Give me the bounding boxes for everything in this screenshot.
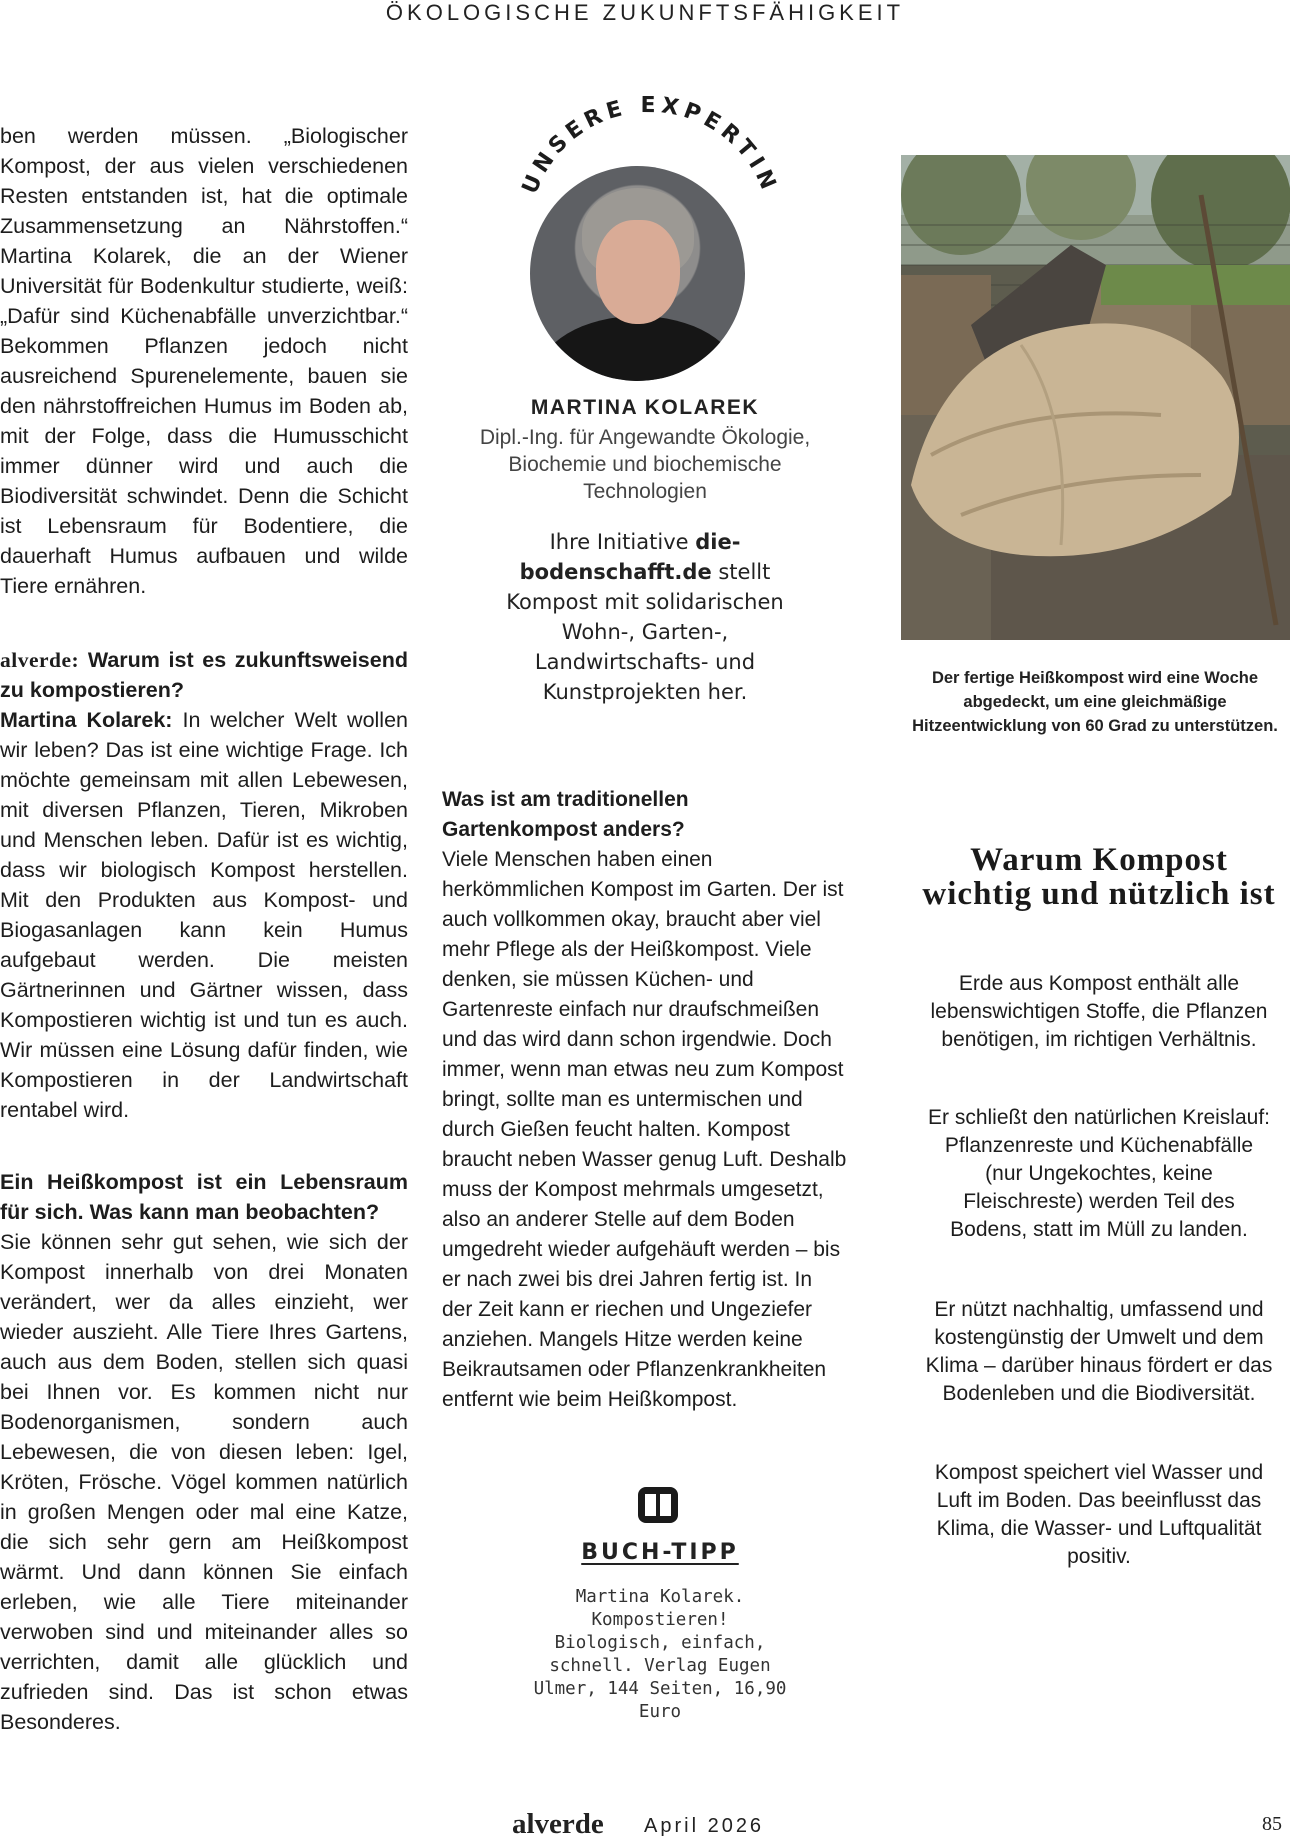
expert-name: MARTINA KOLAREK <box>530 396 760 419</box>
answer-1 <box>0 705 408 1125</box>
answer-speaker: Martina Kolarek: <box>0 708 173 732</box>
compost-photo <box>901 155 1290 640</box>
footer-date: April 2026 <box>644 1815 765 1837</box>
book-tip-label: BUCH-TIPP <box>581 1540 739 1565</box>
book-icon <box>636 1485 680 1525</box>
expert-title: Dipl.-Ing. für Angewandte Ökologie, Biochemie und biochemische Technologien <box>479 426 811 503</box>
answer-3: Viele Menschen haben einen herkömmlichen Kompost im Garten. Der ist auch vollkommen okay, braucht aber viel mehr Pflege als der Heißkompost. Viele denken, sie müssen Küchen- und Gartenreste einfach nur draufschmeißen und das wird dann schon irgendwie. Doch immer, wenn man etwas neu zum Kompost bringt, sollte man es untermischen und durch Gießen feucht halten. Kompost braucht neben Wasser genug Luft. Deshalb muss der Kompost mehrmals umgesetzt, also an anderer Stelle auf dem Boden umgedreht wieder aufgehäuft werden – bis er nach zwei bis drei Jahren fertig ist. In der Zeit kann er riechen und Ungeziefer anziehen. Mangels Hitze werden keine Beikrautsamen oder Pflanzenkrankheiten entfernt wie beim Heißkompost. <box>442 848 847 1411</box>
box-paragraph-1: Erde aus Kompost enthält alle lebenswichtigen Stoffe, die Pflanzen benötigen, im richtigen Verhältnis. <box>930 972 1268 1051</box>
middle-column <box>442 785 847 1415</box>
photo-caption: Der fertige Heißkompost wird eine Woche abgedeckt, um eine gleichmäßige Hitzeentwicklung von 60 Grad zu unterstützen. <box>912 669 1278 735</box>
question-1 <box>0 645 408 705</box>
box-title: Warum Kompost wichtig und nützlich ist <box>922 842 1276 912</box>
running-head: ÖKOLOGISCHE ZUKUNFTSFÄHIGKEIT <box>385 0 905 25</box>
expert-arc-text: UNSERE EXPERTIN <box>517 92 783 198</box>
answer-1-text: In welcher Welt wollen wir leben? Das ist eine wichtige Frage. Ich möchte gemeinsam mit allen Lebewesen, mit diversen Pflanzen, Tieren, Mikroben und Menschen leben. Dafür ist es wichtig, dass wir biologisch Kompost herstellen. Mit den Produkten aus Kompost- und Biogasanlagen kann kein Humus aufgebaut werden. Die meisten Gärtnerinnen und Gärtner wissen, dass Kompostieren wichtig ist und tun es auch. Wir müssen eine Lösung dafür finden, wie Kompostieren in der Landwirtschaft rentabel wird. <box>0 708 408 1122</box>
expert-initiative <box>480 527 810 707</box>
question-brand: alverde: <box>0 648 80 672</box>
left-column <box>0 121 408 1737</box>
box-paragraph-3: Er nützt nachhaltig, umfassend und kostengünstig der Umwelt und dem Klima – darüber hinaus fördert er das Bodenleben und die Biodiversität. <box>925 1298 1273 1405</box>
initiative-pre: Ihre Initiative <box>549 530 696 554</box>
book-tip-text: Martina Kolarek. Kompostieren! Biologisch, einfach, schnell. Verlag Eugen Ulmer, 144 Seiten, 16,90 Euro <box>533 1587 787 1722</box>
expert-portrait <box>530 166 745 381</box>
initiative-post: stellt Kompost mit solidarischen Wohn-, Garten-, Landwirtschafts- und Kunstprojekten her. <box>506 560 784 704</box>
question-2: Ein Heißkompost ist ein Lebensraum für sich. Was kann man beobachten? <box>0 1170 408 1224</box>
initiative-link[interactable]: die-bodenschafft.de <box>519 530 741 584</box>
footer-brand: alverde <box>512 1808 604 1840</box>
box-paragraph-2: Er schließt den natürlichen Kreislauf: Pflanzenreste und Küchenabfälle (nur Ungekochtes, keine Fleischreste) werden Teil des Bodens, statt im Müll zu landen. <box>928 1106 1270 1241</box>
box-paragraph-4: Kompost speichert viel Wasser und Luft im Boden. Das beeinflusst das Klima, die Wasser- und Luftqualität positiv. <box>934 1461 1264 1568</box>
question-3: Was ist am traditionellen Gartenkompost anders? <box>442 788 689 841</box>
page-number: 85 <box>1262 1813 1282 1835</box>
intro-paragraph: ben werden müssen. „Biologischer Kompost, der aus vielen verschiedenen Resten entstanden ist, hat die optimale Zusammensetzung an Nährstoffen.“ Martina Kolarek, die an der Wiener Universität für Bodenkultur studierte, weiß: „Dafür sind Küchenabfälle unverzichtbar.“ Bekommen Pflanzen jedoch nicht ausreichend Spurenelemente, bauen sie den nährstoffreichen Humus im Boden ab, mit der Folge, dass die Humusschicht immer dünner wird und auch die Biodiversität schwindet. Denn die Schicht ist Lebensraum für Bodentiere, die dauerhaft Humus aufbauen und wilde Tiere ernähren. <box>0 124 408 598</box>
answer-2: Sie können sehr gut sehen, wie sich der Kompost innerhalb von drei Monaten verändert, wer da alles einzieht, wer wieder auszieht. Alle Tiere Ihres Gartens, auch aus dem Boden, stellen sich quasi bei Ihnen vor. Es kommen nicht nur Bodenorganismen, sondern auch Lebewesen, die von diesen leben: Igel, Kröten, Frösche. Vögel kommen natürlich in großen Mengen oder mal eine Katze, die sich sehr gern am Heißkompost wärmt. Und dann können Sie einfach erleben, wie alle Tiere miteinander verwoben sind und miteinander alles so verrichten, damit alle glücklich und zufrieden sind. Das ist schon etwas Besonderes. <box>0 1230 408 1734</box>
question-1-text: Warum ist es zukunftsweisend zu kompostieren? <box>0 648 408 702</box>
